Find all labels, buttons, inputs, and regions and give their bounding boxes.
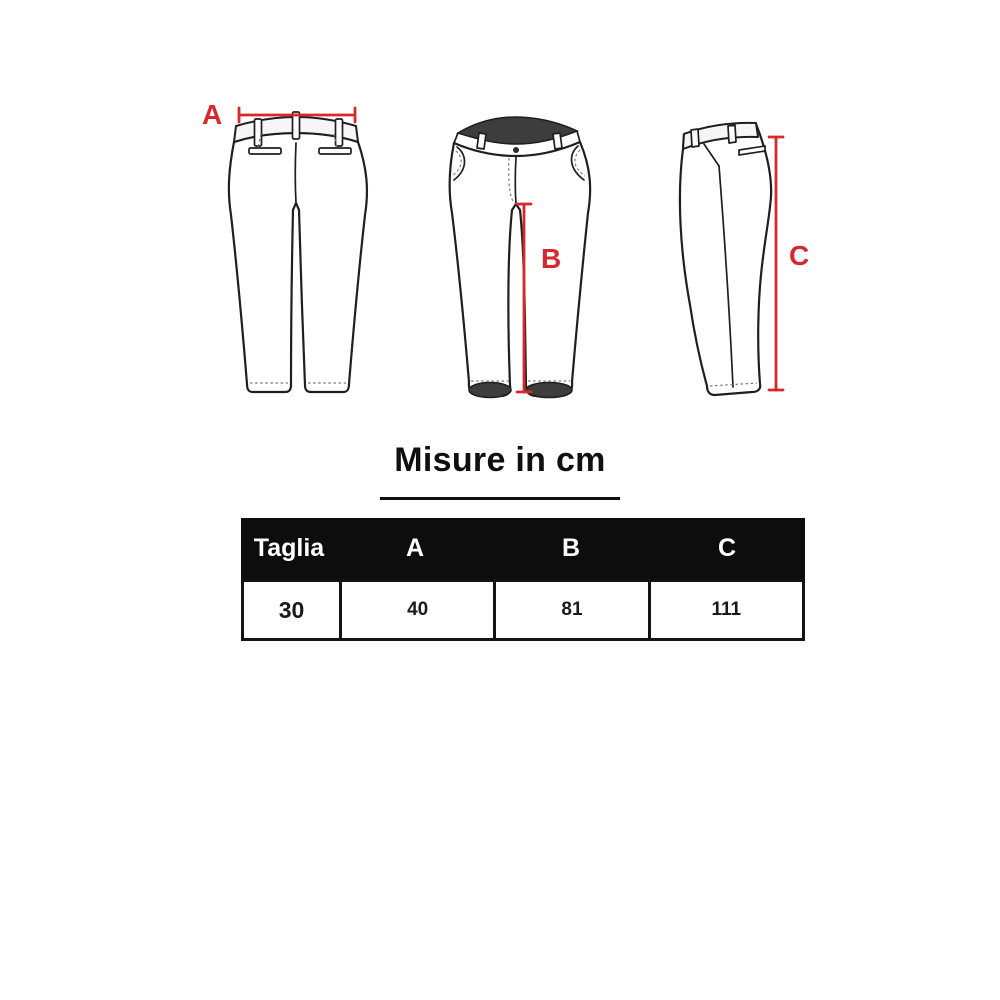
size-table-row xyxy=(241,579,805,641)
left-hem-opening xyxy=(469,383,511,398)
header-cell-a: A xyxy=(405,534,425,562)
pants-back-body xyxy=(229,112,367,392)
cell-measure-b: 81 xyxy=(493,582,647,638)
measure-label-a: A xyxy=(202,99,223,130)
belt-loop xyxy=(691,129,699,147)
pants-front-body xyxy=(450,117,591,398)
cell-measure-c: 111 xyxy=(648,582,802,638)
header-cell-taglia: Taglia xyxy=(253,534,325,562)
fly-seam xyxy=(515,157,516,204)
belt-loop xyxy=(553,133,562,149)
size-table-header xyxy=(241,518,805,579)
header-cell-c: C xyxy=(717,534,737,562)
header-cell-b: B xyxy=(561,534,581,562)
pants-side-body xyxy=(680,123,771,395)
cell-measure-a: 40 xyxy=(339,582,493,638)
belt-loop xyxy=(477,133,486,149)
waist-button xyxy=(513,147,519,153)
measure-label-b: B xyxy=(541,243,562,274)
belt-loop xyxy=(336,119,343,146)
size-table xyxy=(241,518,805,641)
belt-loop xyxy=(255,119,262,146)
belt-loop xyxy=(728,125,736,143)
title-underline xyxy=(380,497,620,500)
pants-back-view-drawing xyxy=(195,95,375,410)
cell-taglia: 30 xyxy=(278,596,305,623)
measure-label-c: C xyxy=(789,240,810,271)
page-title: Misure in cm xyxy=(394,441,606,479)
pants-front-view-drawing xyxy=(435,100,625,410)
right-hem-opening xyxy=(526,383,572,398)
back-pocket xyxy=(319,148,351,154)
back-pocket xyxy=(249,148,281,154)
